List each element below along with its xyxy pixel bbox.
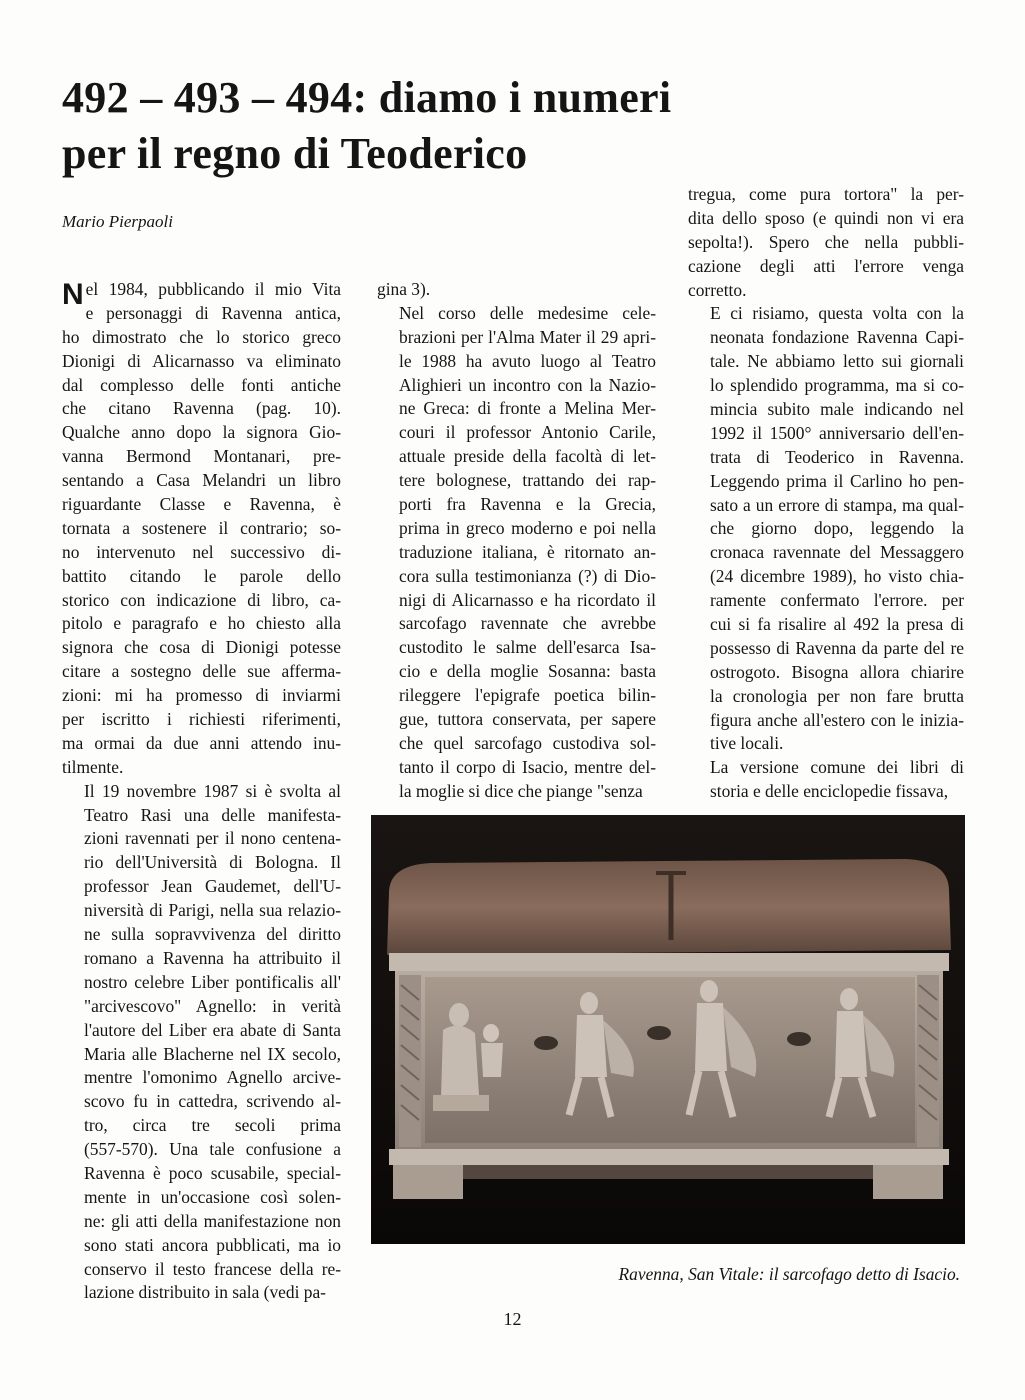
- text-line: romano a Ravenna ha attribuito il: [84, 947, 341, 968]
- text-line: pitolo e paragrafo e ho chiesto alla: [62, 613, 341, 634]
- text-line: sono stati ancora pubblicati, ma io: [84, 1234, 341, 1255]
- text-line: 1992 il 1500° anniversario dell'en-: [710, 422, 964, 443]
- text-line: Nel corso delle medesime cele-: [399, 302, 656, 323]
- text-line: tanto il corpo di Isacio, mentre del-: [399, 756, 656, 777]
- text-line: cora sulla testimonianza (?) di Dio-: [399, 565, 656, 586]
- paragraph: [377, 302, 656, 804]
- text-line: tive locali.: [710, 733, 784, 754]
- text-line: Qualche anno dopo la signora Gio-: [62, 422, 341, 443]
- text-line: attuale preside della facoltà di let-: [399, 446, 656, 467]
- text-line: che citano Ravenna (pag. 10).: [62, 398, 341, 419]
- title-line-1: 492 – 493 – 494: diamo i numeri: [62, 73, 672, 122]
- text-line: tilmente.: [62, 756, 124, 777]
- text-line: corretto.: [688, 279, 747, 300]
- text-line: per iscritto i richiesti riferimenti,: [62, 709, 341, 730]
- text-line: dita dello sposo (e quindi non vi era: [688, 207, 964, 228]
- text-line: vanna Bermond Montanari, pre-: [62, 446, 341, 467]
- text-line: tornata a sostenere il contrario; so-: [62, 517, 341, 538]
- text-line: tro, circa tre secoli prima: [84, 1115, 341, 1136]
- text-line: trata di Teoderico in Ravenna.: [710, 446, 964, 467]
- text-line: storico con indicazione di libro, ca-: [62, 589, 341, 610]
- title-line-2: per il regno di Teoderico: [62, 129, 528, 178]
- text-line: gina 3).: [377, 279, 431, 299]
- text-line: sarcofago ravennate che avrebbe: [399, 613, 656, 634]
- text-line: sentando a Casa Melandri un libro: [62, 470, 341, 491]
- text-line: lo splendido programma, ma si co-: [710, 375, 964, 396]
- text-line: lazione distribuito in sala (vedi pa-: [84, 1282, 326, 1303]
- text-column-1: [62, 278, 341, 1305]
- text-line: ne sulla sopravvivenza del diritto: [84, 924, 341, 945]
- text-line: sepolta!). Spero che nella pubbli-: [688, 231, 964, 252]
- text-line: citare a sostegno delle sue afferma-: [62, 661, 341, 682]
- text-line: storia e delle enciclopedie fissava,: [710, 781, 949, 802]
- paragraph: [62, 278, 341, 780]
- page-number: 12: [503, 1309, 522, 1329]
- text-line: zioni: mi ha promesso di inviarmi: [62, 685, 341, 706]
- text-line: cronaca ravennate del Messaggero: [710, 542, 964, 563]
- text-line: mente in un'occasione così solen-: [84, 1186, 341, 1207]
- text-line: l'autore del Liber era abate di Santa: [84, 1019, 341, 1040]
- text-line: la cronologia per non fare brutta: [710, 685, 964, 706]
- text-line: riguardante Classe e Ravenna, è: [62, 494, 341, 515]
- text-line: possesso di Ravenna da parte del re: [710, 637, 964, 658]
- paragraph: [62, 780, 341, 1306]
- text-line: brazioni per l'Alma Mater il 29 apri-: [399, 326, 656, 347]
- text-line: neonata fondazione Ravenna Capi-: [710, 327, 964, 348]
- text-line: ne: gli atti della manifestazione non: [84, 1210, 341, 1231]
- text-line: conservo il testo francese della re-: [84, 1258, 341, 1279]
- text-line: Alighieri un incontro con la Nazio-: [399, 374, 656, 395]
- text-line: che quel sarcofago custodiva sol-: [399, 732, 656, 753]
- text-line: couri il professor Antonio Carile,: [399, 422, 656, 443]
- text-line: porti fra Ravenna e la Grecia,: [399, 494, 656, 515]
- text-line: gue, tuttora conservata, per sapere: [399, 709, 656, 730]
- text-line: ramente confermato l'errore. per: [710, 590, 964, 611]
- drop-cap: N: [62, 278, 84, 311]
- text-line: tregua, come pura tortora" la per-: [688, 184, 964, 204]
- text-line: Maria alle Blacherne nel IX secolo,: [84, 1043, 341, 1064]
- paragraph: [688, 183, 964, 302]
- text-line: Dionigi di Alicarnasso va eliminato: [62, 350, 341, 371]
- text-line: el 1984, pubblicando il mio Vita: [85, 279, 341, 299]
- text-line: cui si fa risalire al 492 la presa di: [710, 614, 964, 635]
- text-line: Teatro Rasi una delle manifesta-: [84, 804, 341, 825]
- text-line: signora che cosa di Dionigi potesse: [62, 637, 341, 658]
- text-line: nostro celebre Liber pontificalis all': [84, 971, 341, 992]
- text-line: Ravenna è poco scusabile, special-: [84, 1162, 341, 1183]
- text-line: (557-570). Una tale confusione a: [84, 1139, 341, 1160]
- text-line: scovo fu in cattedra, scrivendo al-: [84, 1091, 341, 1112]
- sarcophagus-photo: [371, 815, 965, 1244]
- text-column-2: [377, 278, 656, 804]
- text-line: traduzione italiana, è ritornato an-: [399, 541, 656, 562]
- text-line: mincia subito male indicando nel: [710, 399, 964, 420]
- text-line: battito citando le parole dello: [62, 565, 341, 586]
- text-line: ne Greca: di fronte a Melina Mer-: [399, 398, 656, 419]
- text-column-3: [688, 183, 964, 804]
- paragraph: [688, 302, 964, 756]
- text-line: (24 dicembre 1989), ho visto chia-: [710, 566, 964, 587]
- text-line: cazione degli atti l'errore venga: [688, 255, 964, 276]
- text-line: ho dimostrato che lo storico greco: [62, 326, 341, 347]
- text-line: "arcivescovo" Agnello: in verità: [84, 995, 341, 1016]
- article-title: [62, 70, 782, 182]
- text-line: la moglie si dice che piange "senza: [399, 780, 643, 801]
- text-line: che giorno dopo, leggendo la: [710, 518, 964, 539]
- text-line: La versione comune dei libri di: [710, 757, 964, 778]
- paragraph: [377, 278, 656, 302]
- paragraph: [688, 756, 964, 804]
- sarcophagus-image: [371, 815, 965, 1244]
- text-line: e personaggi di Ravenna antica,: [85, 302, 341, 323]
- text-line: E ci risiamo, questa volta con la: [710, 303, 964, 324]
- text-line: Il 19 novembre 1987 si è svolta al: [84, 780, 341, 801]
- text-line: prima in greco moderno e poi nella: [399, 517, 656, 538]
- text-line: rio dell'Università di Bologna. Il: [84, 852, 341, 873]
- text-line: ostrogoto. Bisogna allora chiarire: [710, 661, 964, 682]
- text-line: tere bolognese, trattando dei rap-: [399, 470, 656, 491]
- text-line: nigi di Alicarnasso e ha ricordato il: [399, 589, 656, 610]
- text-line: cio e della moglie Sosanna: basta: [399, 661, 656, 682]
- text-line: le 1988 ha avuto luogo al Teatro: [399, 350, 656, 371]
- text-line: tale. Ne abbiamo letto sui giornali: [710, 351, 964, 372]
- author-byline: Mario Pierpaoli: [62, 212, 173, 231]
- text-line: figura anche all'estero con le inizia-: [710, 709, 964, 730]
- text-line: ma ormai da due anni attendo inu-: [62, 732, 341, 753]
- text-line: dal complesso delle fonti antiche: [62, 374, 341, 395]
- text-line: Leggendo prima il Carlino ho pen-: [710, 470, 964, 491]
- text-line: sato a un errore di stampa, ma qual-: [710, 494, 964, 515]
- text-line: custodito le salme dell'esarca Isa-: [399, 637, 656, 658]
- text-line: niversità di Parigi, nella sua relazio-: [84, 900, 341, 921]
- figure-caption: Ravenna, San Vitale: il sarcofago detto di Isacio.: [618, 1264, 960, 1284]
- text-line: professor Jean Gaudemet, dell'U-: [84, 876, 341, 897]
- text-line: rileggere l'epigrafe poetica bilin-: [399, 685, 656, 706]
- text-line: mentre l'omonimo Agnello arcive-: [84, 1067, 341, 1088]
- text-line: zioni ravennati per il nono centena-: [84, 828, 341, 849]
- text-line: no intervenuto nel successivo di-: [62, 541, 341, 562]
